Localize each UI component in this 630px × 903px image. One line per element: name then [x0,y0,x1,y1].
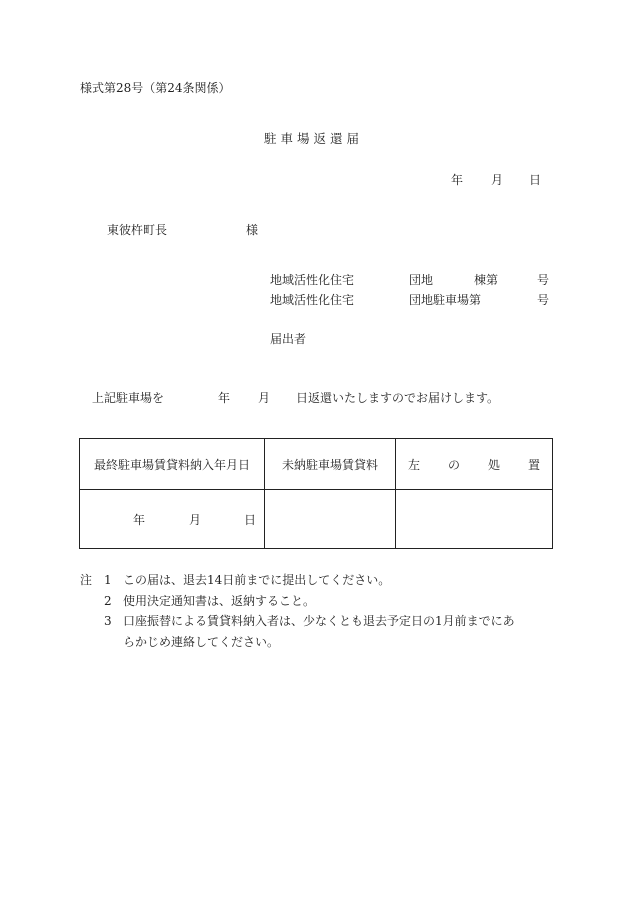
applicant-label: 届出者 [270,332,307,346]
header-disposition-char: 左 [408,457,421,472]
statement-year: 年 [218,391,231,405]
note-text-continuation: らかじめ連絡してください。 [123,635,280,649]
address-line2-name: 地域活性化住宅 [270,293,355,307]
unpaid-amount-cell[interactable] [265,490,396,549]
statement-suffix: 日返還いたしますのでお届けします。 [296,391,500,405]
address-line1-name: 地域活性化住宅 [270,273,355,287]
addressee-name: 東彼杵町長 [107,223,168,237]
note-number: 2 [104,594,112,608]
note-text: 使用決定通知書は、返納すること。 [123,594,316,608]
table-header-row [80,439,553,490]
payment-table [79,438,553,549]
statement-prefix: 上記駐車場を [92,391,165,405]
addressee-honorific: 様 [246,223,259,237]
header-unpaid: 未納駐車場賃貸料 [265,439,396,490]
address-line1-building: 棟第 [474,273,499,287]
statement-month: 月 [258,391,271,405]
note-number: 3 [104,614,112,628]
date-month-label: 月 [491,173,504,187]
header-last-payment: 最終駐車場賃貸料納入年月日 [80,439,265,490]
address-line2-parking: 団地駐車場第 [409,293,482,307]
header-disposition [396,439,553,490]
form-number: 様式第28号（第24条関係） [80,81,231,95]
note-number: 1 [104,573,112,587]
document-title: 駐車場返還届 [264,131,364,146]
table-row [80,490,553,549]
note-text: 口座振替による賃貸料納入者は、少なくとも退去予定日の1月前までにあ [123,614,515,628]
cell-month-label: 月 [188,512,201,527]
disposition-cell[interactable] [396,490,553,549]
address-line2-number: 号 [537,293,550,307]
date-year-label: 年 [451,173,464,187]
note-text: この届は、退去14日前までに提出してください。 [123,573,391,587]
address-line1-complex: 団地 [409,273,434,287]
cell-year-label: 年 [132,512,145,527]
last-payment-date-cell[interactable] [80,490,265,549]
header-disposition-char: の [447,457,460,472]
cell-day-label: 日 [243,512,256,527]
header-disposition-char: 置 [527,457,540,472]
date-day-label: 日 [529,173,542,187]
header-disposition-char: 処 [487,457,500,472]
address-line1-number: 号 [537,273,550,287]
notes-lead: 注 [80,573,93,587]
